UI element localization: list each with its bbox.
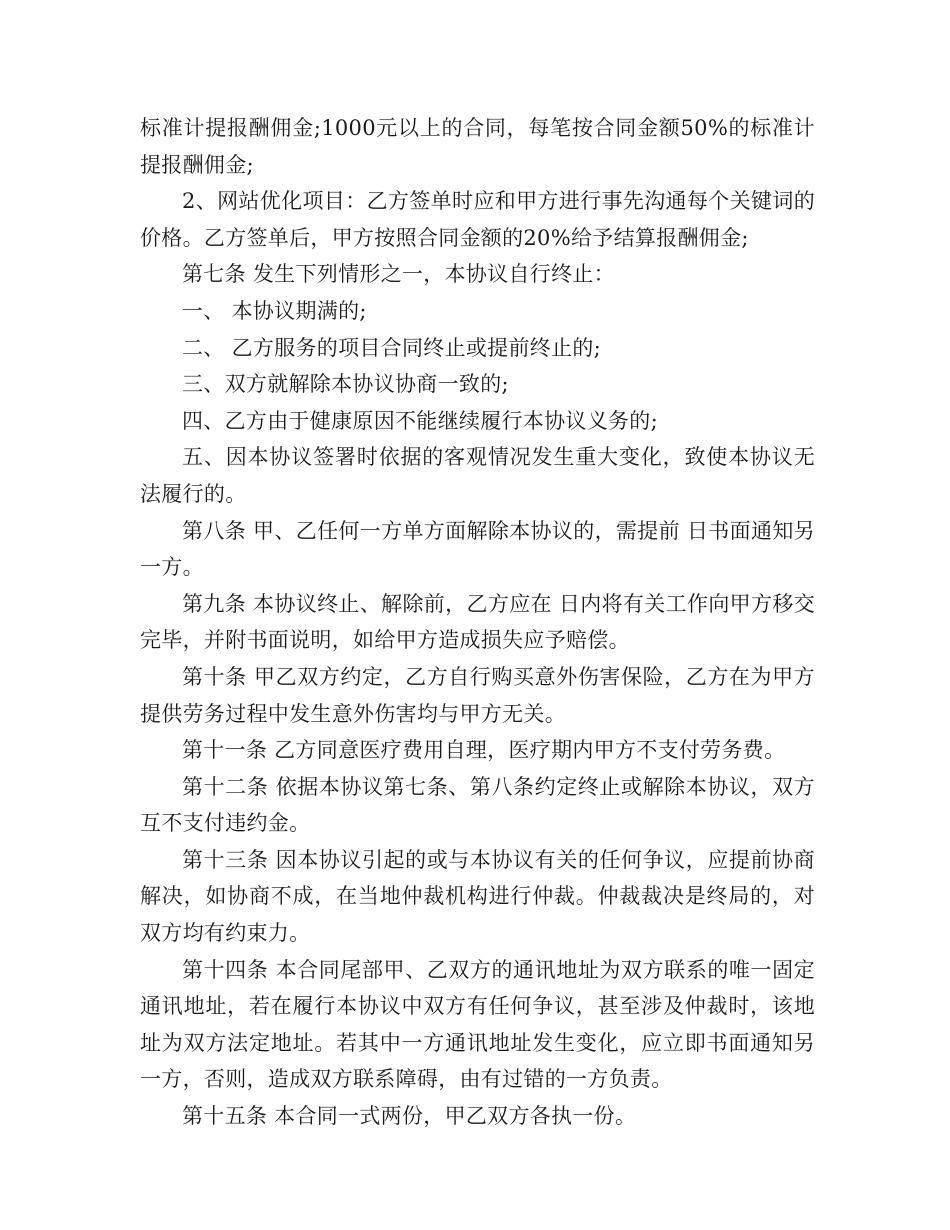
paragraph-13: 第十二条 依据本协议第七条、第八条约定终止或解除本协议，双方互不支付违约金。 xyxy=(140,774,815,836)
paragraph-9: 第八条 甲、乙任何一方单方面解除本协议的，需提前 日书面通知另一方。 xyxy=(140,518,815,580)
paragraph-4: 一、 本协议期满的; xyxy=(182,298,367,323)
paragraph-8: 五、因本协议签署时依据的客观情况发生重大变化，致使本协议无法履行的。 xyxy=(140,445,815,506)
document-body xyxy=(140,110,815,1135)
paragraph-3: 第七条 发生下列情形之一，本协议自行终止： xyxy=(182,262,615,287)
paragraph-14: 第十三条 因本协议引起的或与本协议有关的任何争议，应提前协商解决，如协商不成，在当地仲裁机构进行仲裁。仲裁裁决是终局的，对双方均有约束力。 xyxy=(140,847,815,946)
paragraph-5: 二、 乙方服务的项目合同终止或提前终止的; xyxy=(182,335,602,360)
paragraph-11: 第十条 甲乙双方约定，乙方自行购买意外伤害保险，乙方在为甲方提供劳务过程中发生意外伤害均与甲方无关。 xyxy=(140,664,815,726)
paragraph-10: 第九条 本协议终止、解除前，乙方应在 日内将有关工作向甲方移交完毕，并附书面说明，如给甲方造成损失应予赔偿。 xyxy=(140,591,815,653)
paragraph-1: 标准计提报酬佣金;1000元以上的合同，每笔按合同金额50%的标准计提报酬佣金; xyxy=(140,116,815,177)
paragraph-16: 第十五条 本合同一式两份，甲乙双方各执一份。 xyxy=(182,1104,637,1129)
paragraph-15: 第十四条 本合同尾部甲、乙双方的通讯地址为双方联系的唯一固定通讯地址，若在履行本协议中双方有任何争议，甚至涉及仲裁时，该地址为双方法定地址。若其中一方通讯地址发生变化，应立即书面通知另一方，否则，造成双方联系障碍，由有过错的一方负责。 xyxy=(140,957,815,1092)
paragraph-7: 四、乙方由于健康原因不能继续履行本协议义务的; xyxy=(182,408,658,433)
paragraph-2: 2、网站优化项目：乙方签单时应和甲方进行事先沟通每个关键词的价格。乙方签单后，甲方按照合同金额的20%给予结算报酬佣金; xyxy=(140,189,815,250)
paragraph-12: 第十一条 乙方同意医疗费用自理，医疗期内甲方不支付劳务费。 xyxy=(182,738,786,763)
paragraph-6: 三、双方就解除本协议协商一致的; xyxy=(182,372,509,397)
